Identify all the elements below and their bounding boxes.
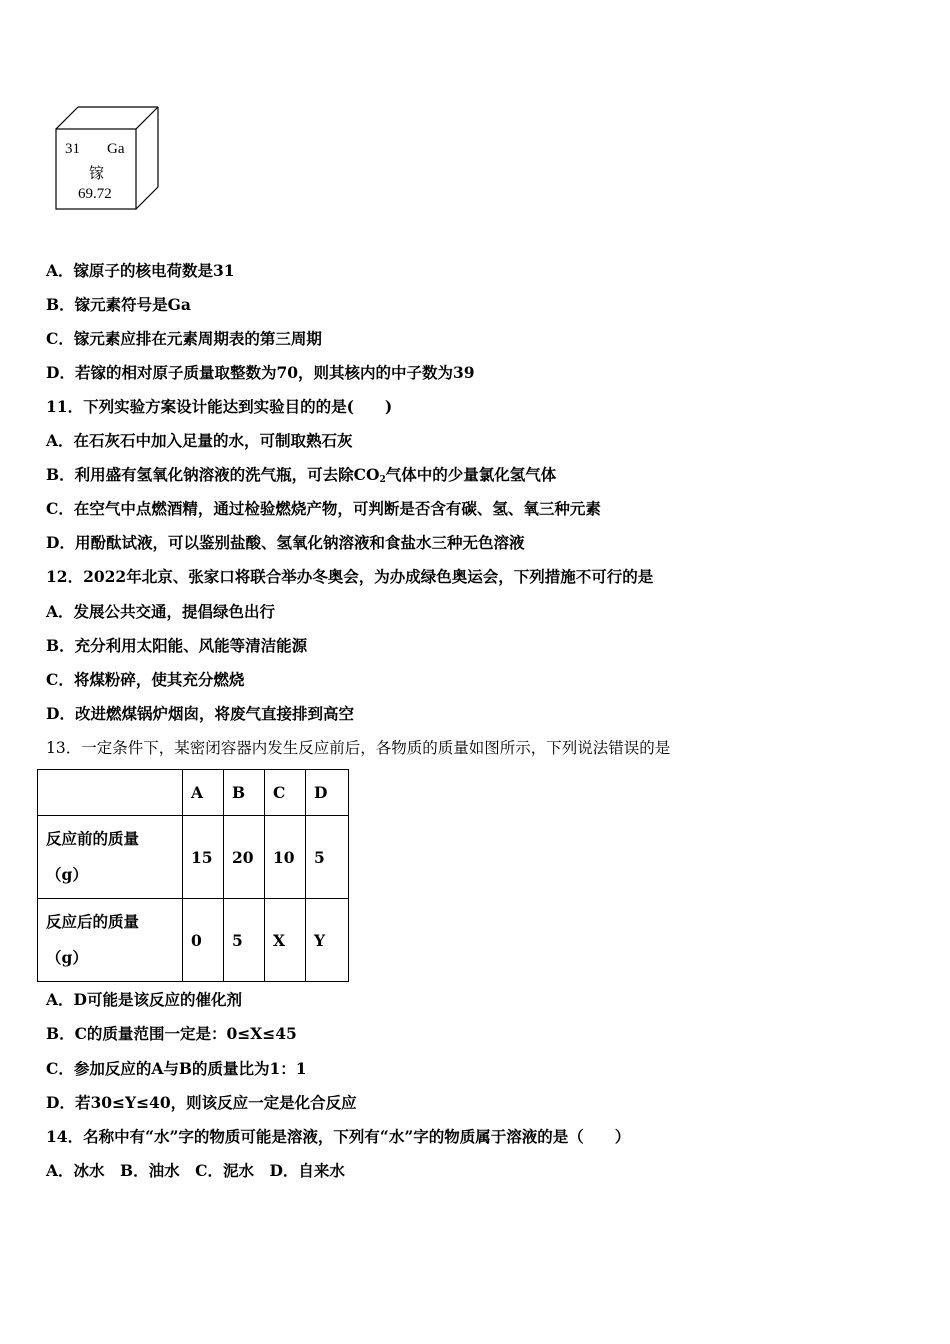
- q13-option-c: C．参加反应的A与B的质量比为1：1: [46, 1059, 307, 1078]
- table-row-after: [38, 899, 349, 982]
- q13-stem: 13．一定条件下，某密闭容器内发生反应前后，各物质的质量如图所示，下列说法错误的是: [46, 739, 671, 757]
- q13-option-b: B．C的质量范围一定是：0≤X≤45: [46, 1024, 297, 1043]
- row-label-before-line1: 反应前的质量: [46, 829, 140, 848]
- q11-option-b: [46, 465, 556, 490]
- q12-option-b: B．充分利用太阳能、风能等清洁能源: [46, 636, 308, 655]
- q11-option-c: C．在空气中点燃酒精，通过检验燃烧产物，可判断是否含有碳、氢、氧三种元素: [46, 499, 601, 518]
- q10-option-b: B．镓元素符号是Ga: [46, 295, 191, 314]
- row-label-after-line2: （g）: [46, 948, 88, 967]
- row-label-before-line2: （g）: [46, 865, 88, 884]
- header-c: C: [265, 770, 306, 816]
- q10-option-c: C．镓元素应排在元素周期表的第三周期: [46, 329, 322, 348]
- cell-before-d: 5: [306, 816, 349, 899]
- q11-option-b-text-end: 气体中的少量氯化氢气体: [385, 465, 557, 484]
- q13-option-a: A．D可能是该反应的催化剂: [46, 990, 242, 1009]
- row-label-after: [38, 899, 183, 982]
- header-d: D: [306, 770, 349, 816]
- q11-option-a: A．在石灰石中加入足量的水，可制取熟石灰: [46, 431, 353, 450]
- q11-option-b-text: B．利用盛有氢氧化钠溶液的洗气瓶，可去除CO: [46, 465, 380, 484]
- atomic-mass: 69.72: [78, 186, 112, 202]
- q10-option-d: D．若镓的相对原子质量取整数为70，则其核内的中子数为39: [46, 363, 475, 382]
- q14-options: A．冰水 B．油水 C．泥水 D．自来水: [46, 1161, 345, 1180]
- cell-before-a: 15: [183, 816, 224, 899]
- cell-before-c: 10: [265, 816, 306, 899]
- mass-table: [37, 769, 349, 982]
- row-label-before: [38, 816, 183, 899]
- q11-stem: 11．下列实验方案设计能达到实验目的的是( ): [46, 397, 393, 416]
- q12-stem: 12．2022年北京、张家口将联合举办冬奥会，为办成绿色奥运会，下列措施不可行的是: [46, 567, 654, 586]
- cell-after-b: 5: [224, 899, 265, 982]
- header-a: A: [183, 770, 224, 816]
- subscript-2: 2: [379, 475, 386, 485]
- element-symbol: Ga: [107, 141, 125, 157]
- row-label-after-line1: 反应后的质量: [46, 912, 140, 931]
- element-cell-gallium: [54, 105, 164, 211]
- q12-option-a: A．发展公共交通，提倡绿色出行: [46, 602, 276, 621]
- q14-stem: 14．名称中有“水”字的物质可能是溶液，下列有“水”字的物质属于溶液的是（ ）: [46, 1127, 631, 1146]
- cell-after-c: X: [265, 899, 306, 982]
- q12-option-c: C．将煤粉碎，使其充分燃烧: [46, 670, 245, 689]
- cell-after-a: 0: [183, 899, 224, 982]
- atomic-number: 31: [65, 141, 80, 157]
- element-name: 镓: [89, 166, 105, 182]
- cell-after-d: Y: [306, 899, 349, 982]
- table-row-before: [38, 816, 349, 899]
- table-header-row: [38, 770, 349, 816]
- q10-option-a: A．镓原子的核电荷数是31: [46, 261, 235, 280]
- cell-before-b: 20: [224, 816, 265, 899]
- header-b: B: [224, 770, 265, 816]
- q13-option-d: D．若30≤Y≤40，则该反应一定是化合反应: [46, 1093, 357, 1112]
- table-corner-cell: [38, 770, 183, 816]
- q12-option-d: D．改进燃煤锅炉烟囱，将废气直接排到高空: [46, 704, 354, 723]
- q11-option-d: D．用酚酞试液，可以鉴别盐酸、氢氧化钠溶液和食盐水三种无色溶液: [46, 533, 525, 552]
